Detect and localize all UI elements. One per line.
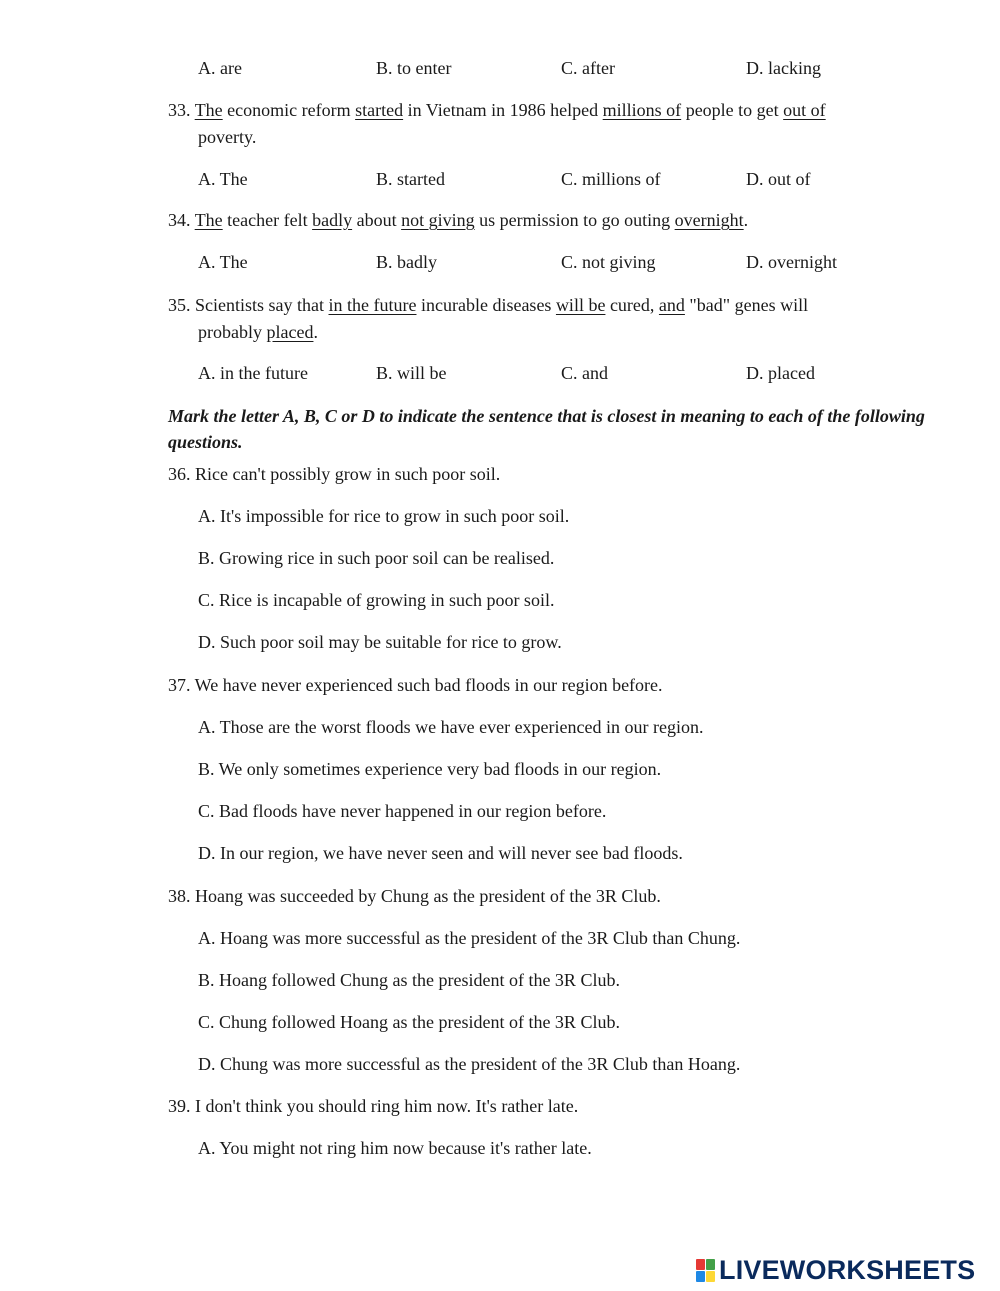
q33-number: 33. bbox=[168, 100, 191, 120]
q33-stem: 33. The economic reform started in Vietnam in 1986 helped millions of people to get out of bbox=[168, 100, 826, 120]
q32-option-b: B. to enter bbox=[376, 58, 452, 78]
q38-stem: 38. Hoang was succeeded by Chung as the president of the 3R Club. bbox=[168, 886, 661, 906]
logo-text: LIVEWORKSHEETS bbox=[719, 1254, 976, 1285]
q37-option-d: D. In our region, we have never seen and will never see bad floods. bbox=[198, 843, 683, 863]
q34-underline-a: The bbox=[194, 210, 223, 230]
q36-option-a: A. It's impossible for rice to grow in such poor soil. bbox=[198, 506, 570, 526]
q33-underline-d: out of bbox=[783, 100, 826, 120]
q33-option-d: D. out of bbox=[746, 169, 811, 189]
q34-number: 34. bbox=[168, 210, 191, 230]
logo-mark-icon bbox=[696, 1259, 715, 1282]
q35-option-a: A. in the future bbox=[198, 363, 308, 383]
q33-option-a: A. The bbox=[198, 169, 248, 189]
q34-underline-b: badly bbox=[312, 210, 353, 230]
q33-underline-a: The bbox=[194, 100, 223, 120]
q38-option-c: C. Chung followed Hoang as the president of the 3R Club. bbox=[198, 1012, 620, 1032]
q34-option-b: B. badly bbox=[376, 252, 437, 272]
q35-underline-a: in the future bbox=[328, 295, 417, 315]
q35-stem-cont: probably placed. bbox=[198, 322, 318, 342]
q37-option-c: C. Bad floods have never happened in our region before. bbox=[198, 801, 607, 821]
q38-option-d: D. Chung was more successful as the president of the 3R Club than Hoang. bbox=[198, 1054, 741, 1074]
q37-stem: 37. We have never experienced such bad floods in our region before. bbox=[168, 675, 663, 695]
q33-option-c: C. millions of bbox=[561, 169, 661, 189]
q34-stem: 34. The teacher felt badly about not giving us permission to go outing overnight. bbox=[168, 210, 749, 230]
q34-underline-d: overnight bbox=[674, 210, 744, 230]
q33-option-b: B. started bbox=[376, 169, 445, 189]
q34-option-d: D. overnight bbox=[746, 252, 837, 272]
q34-underline-c: not giving bbox=[401, 210, 475, 230]
q35-stem: 35. Scientists say that in the future incurable diseases will be cured, and "bad" genes will bbox=[168, 295, 809, 315]
q36-stem: 36. Rice can't possibly grow in such poor soil. bbox=[168, 464, 501, 484]
q39-option-a: A. You might not ring him now because it's rather late. bbox=[198, 1138, 592, 1158]
q35-underline-b: will be bbox=[555, 295, 606, 315]
q34-option-c: C. not giving bbox=[561, 252, 656, 272]
q37-option-a: A. Those are the worst floods we have ever experienced in our region. bbox=[198, 717, 704, 737]
q35-underline-d: placed bbox=[266, 322, 314, 342]
q32-option-c: C. after bbox=[561, 58, 615, 78]
q33-underline-b: started bbox=[355, 100, 404, 120]
q36-option-d: D. Such poor soil may be suitable for rice to grow. bbox=[198, 632, 562, 652]
q33-stem-cont: poverty. bbox=[198, 127, 257, 147]
q32-option-d: D. lacking bbox=[746, 58, 821, 78]
q32-option-a: A. are bbox=[198, 58, 242, 78]
section-instruction: Mark the letter A, B, C or D to indicate the sentence that is closest in meaning to each of the following questions. bbox=[168, 406, 925, 452]
q36-option-b: B. Growing rice in such poor soil can be realised. bbox=[198, 548, 555, 568]
q35-option-b: B. will be bbox=[376, 363, 447, 383]
q33-underline-c: millions of bbox=[602, 100, 682, 120]
q34-option-a: A. The bbox=[198, 252, 248, 272]
q35-underline-c: and bbox=[658, 295, 685, 315]
q38-option-b: B. Hoang followed Chung as the president of the 3R Club. bbox=[198, 970, 620, 990]
q37-option-b: B. We only sometimes experience very bad floods in our region. bbox=[198, 759, 662, 779]
liveworksheets-logo bbox=[696, 1255, 975, 1285]
q35-option-d: D. placed bbox=[746, 363, 815, 383]
q38-option-a: A. Hoang was more successful as the president of the 3R Club than Chung. bbox=[198, 928, 741, 948]
q35-option-c: C. and bbox=[561, 363, 608, 383]
q35-number: 35. bbox=[168, 295, 191, 315]
q36-option-c: C. Rice is incapable of growing in such poor soil. bbox=[198, 590, 555, 610]
q39-stem: 39. I don't think you should ring him now. It's rather late. bbox=[168, 1096, 579, 1116]
